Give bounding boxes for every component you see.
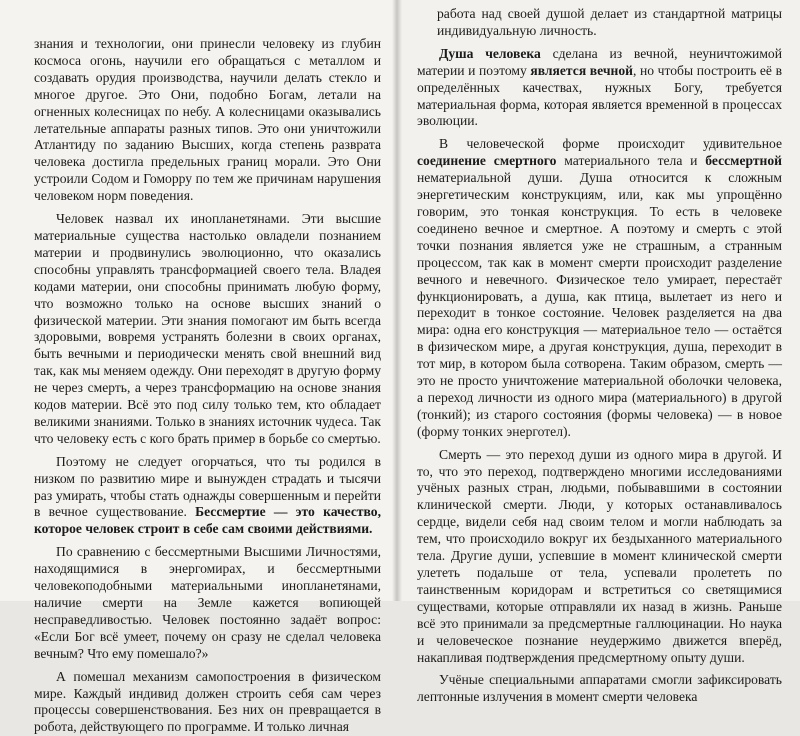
right-paragraph-1 xyxy=(417,6,782,40)
right-page xyxy=(395,0,800,705)
right-paragraph-5 xyxy=(417,672,782,706)
text-run: Поэтому не следует огорчаться, что ты родился в низком по развитию мире и вынужден страдать и тысячи раз умирать, чтобы стать однажды совершенным и перейти в вечное существование. xyxy=(34,453,381,520)
left-paragraph-2 xyxy=(34,211,381,448)
text-run: В человеческой форме происходит удивительное xyxy=(439,136,782,152)
text-run: Учёные специальными аппаратами смогли зафиксировать лептонные излучения в момент смерти человека xyxy=(417,672,782,705)
text-run: материального тела и xyxy=(556,153,706,169)
text-run: знания и технологии, они принесли человеку из глубин космоса огонь, научили его обращаться с металлом и создавать орудия производства, научили делать стекло и многое другое. Это Они, подобно Богам, летали на огненных колесницах по небу. А колесницами оказывались летательные аппараты разных типов. Это они уничтожили Атлантиду по заданию Высших, когда степень разврата человека достигла предельных границ морали. Это Они устроили Содом и Гоморру по тем же причинам нарушения человеком норм поведения. xyxy=(34,36,381,204)
bold-text-run: Душа человека xyxy=(439,45,541,61)
right-paragraph-3 xyxy=(417,136,782,440)
left-paragraph-4 xyxy=(34,544,381,662)
right-paragraph-4 xyxy=(417,447,782,667)
bold-text-run: бессмертной xyxy=(705,153,782,169)
text-run: Человек назвал их инопланетянами. Эти высшие материальные существа настолько овладели познанием материи и продвинулись эволюционно, что оказались способны управлять трансформацией своего тела. Владея кодами материи, они способны принимать любую форму, что возможно только на основе высших знаний о физической материи. Эти знания помогают им быть всегда здоровыми, вовремя устранять болезни в своих органах, быть вечными и периодически менять свой внешний вид так, как мы меняем одежду. Они переходят в другую форму не через смерть, а через трансформацию на основе знания кодов материи. Всё это под силу только тем, кто обладает великими знаниями. Только в знаниях источник чудеса. Так что человеку есть с кого брать пример в борьбе со смертью. xyxy=(34,211,381,446)
text-run: нематериальной души. Душа относится к сложным энергетическим конструкциям, или, как мы упрощённо говорим, это тонкая конструкция. То есть в человеке соединено вечное и смертное. А поэтому и смерть с этой точки познания является уже не страшным, а странным процессом, так как в момент смерти происходит разделение вечного и невечного. Физическое тело умирает, перестаёт функционировать, а душа, как птица, вылетает из него и переходит в тонкое состояние. Человек разделяется на два мира: одна его конструкция — материальное тело — остаётся в физическом мире, а другая конструкция, душа, переходит в тот мир, в котором была сотворена. Таким образом, смерть — это не просто уничтожение материальной оболочки человека, а переход личности из одного мира (материального) в другой (тонкий); из старого состояния (формы человека) — в новое (форму тонких энерготел). xyxy=(417,170,782,439)
text-run: сделана из вечной, неуничтожимой материи и поэтому xyxy=(417,45,782,78)
left-page xyxy=(0,0,395,735)
bold-text-run: соединение смертного xyxy=(417,153,557,169)
text-run: , но чтобы построить её в определённых качествах, нужных Богу, требуется материальная форма, которая является временной в процессах эволюции. xyxy=(417,62,782,129)
bold-text-run: является вечной xyxy=(530,62,633,78)
left-paragraph-1 xyxy=(34,36,381,205)
left-paragraph-5 xyxy=(34,669,381,736)
text-run: работа над своей душой делает из стандартной матрицы индивидуальную личность. xyxy=(437,6,782,38)
text-run: Смерть — это переход души из одного мира в другой. И то, что это переход, подтверждено многими исследованиями учёных разных стран, людьми, побывавшими в состоянии клинической смерти. Люди, у которых останавливалось сердце, видели себя над своим телом и могли наблюдать за тем, что происходило вокруг их бездыханного материального тела. Другие души, успевшие в момент клинической смерти улететь подальше от тела, успевали пролететь по таинственным коридорам и встретиться со светящимися существами, которые отправляли их назад в жизнь. Раньше всё это принимали за предсмертные галлюцинации. Но наука и человеческое познание неудержимо движется вперёд, накапливая подтверждения предсмертному опыту души. xyxy=(417,446,782,665)
text-run: По сравнению с бессмертными Высшими Личностями, находящимися в энергомирах, и бессмертными человекоподобными материальными инопланетянами, наличие смерти на Земле кажется вопиющей несправедливостью. Человек постоянно задаёт вопрос: «Если Бог всё умеет, почему он сразу не сделал человека вечным? Что ему помешало?» xyxy=(34,544,381,661)
right-paragraph-2 xyxy=(417,46,782,131)
text-run: А помешал механизм самопостроения в физическом мире. Каждый индивид должен строить себя сам через процессы совершенствования. Без них он превращается в робота, действующего по программе. И только личная xyxy=(34,668,381,735)
bold-text-run: Бессмертие — это качество, которое человек строит в себе сам своими действиями. xyxy=(34,504,381,537)
left-paragraph-3 xyxy=(34,454,381,539)
